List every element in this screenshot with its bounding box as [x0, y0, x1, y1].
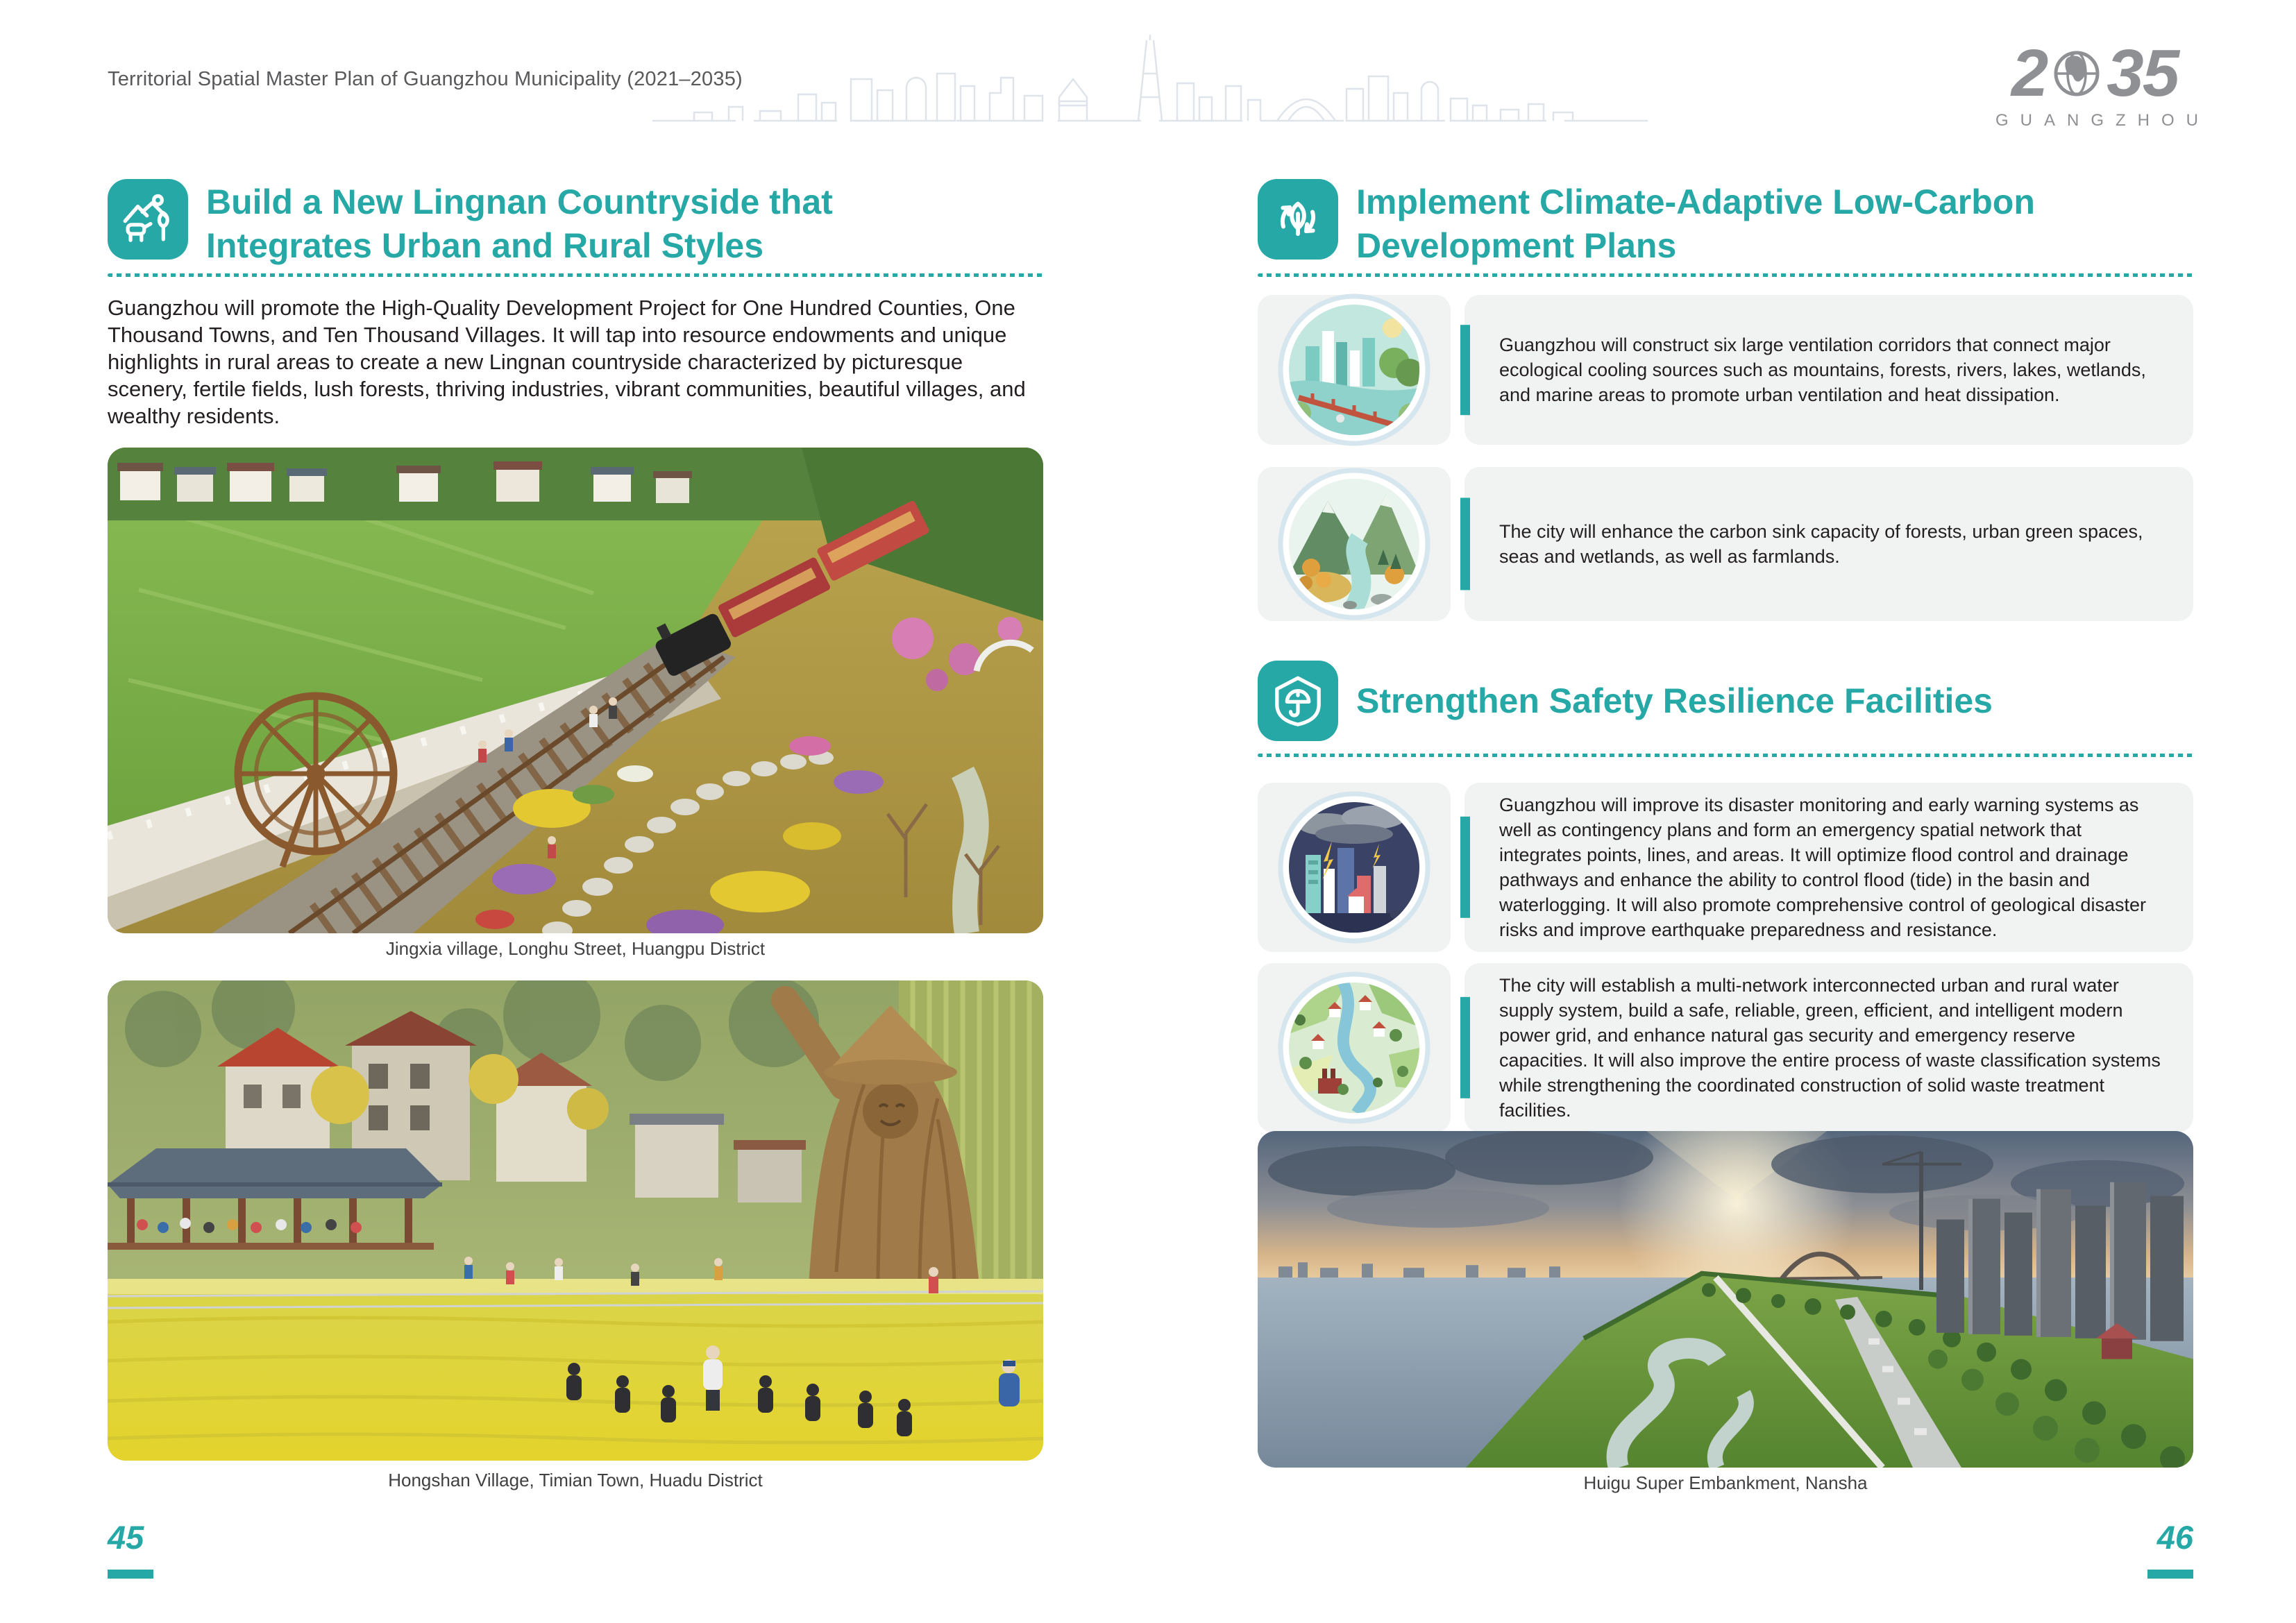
right-divider-2 — [1258, 754, 2193, 757]
right-section2-header — [1258, 661, 1993, 741]
guangzhou-2035-logo — [1984, 36, 2210, 130]
accent-bar — [1460, 817, 1470, 918]
left-title-line2: Integrates Urban and Rural Styles — [206, 226, 764, 265]
umbrella-shield-icon — [1258, 661, 1338, 741]
card-ventilation-corridors — [1258, 295, 2193, 445]
card-body — [1464, 963, 2193, 1132]
card-text: The city will establish a multi-network interconnected urban and rural water supply system, build a safe, reliable, green, efficient, and intelligent modern power grid, and enhance natural gas security and emergency reserve capacities. It will also improve the entire process of waste classification systems while strengthening the coordinated construction of solid waste treatment facilities. — [1499, 975, 2161, 1121]
page-number-left-bar — [108, 1570, 153, 1579]
village-houses — [117, 461, 692, 503]
rural-water-illustration — [1258, 963, 1451, 1132]
guangzhou-skyline-icon — [652, 35, 1666, 132]
left-intro-paragraph: Guangzhou will promote the High-Quality Development Project for One Hundred Counties, One Thousand Towns, and Ten Thousand Villages. It will tap into resource endowments and unique highlights in rural areas to create a new Lingnan countryside characterized by picturesque scenery, fertile fields, lush forests, thriving industries, vibrant communities, beautiful villages, and wealthy residents. — [108, 296, 1026, 428]
card-carbon-sink — [1258, 467, 2193, 621]
photo2-caption: Hongshan Village, Timian Town, Huadu District — [388, 1470, 763, 1490]
page-number-right: 46 — [2156, 1519, 2193, 1556]
card-body — [1464, 467, 2193, 621]
countryside-icon — [108, 179, 188, 260]
left-section-title — [206, 179, 833, 268]
card-text: Guangzhou will improve its disaster monitoring and early warning systems as well as contingency plans and form an emergency spatial network that integrates points, lines, and areas. It will optimize flood control and drainage pathways and enhance the ability to control flood (tide) in the basin and waterlogging. It will also promote comprehensive control of geological disaster risks and improve earthquake preparedness and resistance. — [1499, 794, 2146, 940]
photo-huigu-embankment — [1258, 1131, 2193, 1468]
card-text: The city will enhance the carbon sink capacity of forests, urban green spaces, seas and wetlands, as well as farmlands. — [1499, 521, 2143, 567]
globe-icon — [2051, 48, 2102, 99]
right-section2-title: Strengthen Safety Resilience Facilities — [1356, 681, 1993, 720]
left-divider — [108, 273, 1045, 277]
page-number-right-bar — [2147, 1570, 2193, 1579]
accent-bar — [1460, 997, 1470, 1098]
photo1-caption: Jingxia village, Longhu Street, Huangpu District — [385, 938, 766, 959]
accent-bar — [1460, 498, 1470, 590]
climate-recycle-leaf-icon — [1258, 179, 1338, 260]
logo-year-left: 2 — [2011, 36, 2048, 110]
photo-hongshan-village — [108, 980, 1043, 1461]
document-title: Territorial Spatial Master Plan of Guangzhou Municipality (2021–2035) — [108, 68, 743, 90]
right-title1-line1: Implement Climate-Adaptive Low-Carbon — [1356, 182, 2035, 221]
right-title1-line2: Development Plans — [1356, 226, 1677, 265]
right-section1-header — [1258, 179, 2035, 268]
left-title-line1: Build a New Lingnan Countryside that — [206, 182, 833, 221]
card-water-supply — [1258, 963, 2193, 1132]
card-body — [1464, 783, 2193, 952]
card-body — [1464, 295, 2193, 445]
photo3-caption: Huigu Super Embankment, Nansha — [1583, 1472, 1868, 1493]
storm-city-illustration — [1258, 783, 1451, 952]
left-section-header — [108, 179, 833, 268]
card-disaster-monitoring — [1258, 783, 2193, 952]
accent-bar — [1460, 325, 1470, 415]
logo-year-right: 35 — [2107, 36, 2179, 110]
card-text: Guangzhou will construct six large ventilation corridors that connect major ecological cooling sources such as mountains, forests, rivers, lakes, wetlands, and marine areas to promote urban ventilation and heat dissipation. — [1499, 334, 2146, 405]
mountain-valley-illustration — [1258, 467, 1451, 621]
photo-jingxia-village — [108, 448, 1043, 933]
right-section1-title — [1356, 179, 2035, 268]
right-divider-1 — [1258, 273, 2193, 277]
logo-city-label: GUANGZHOU — [1995, 111, 2210, 130]
city-river-illustration — [1258, 295, 1451, 445]
page-number-left: 45 — [108, 1519, 144, 1556]
